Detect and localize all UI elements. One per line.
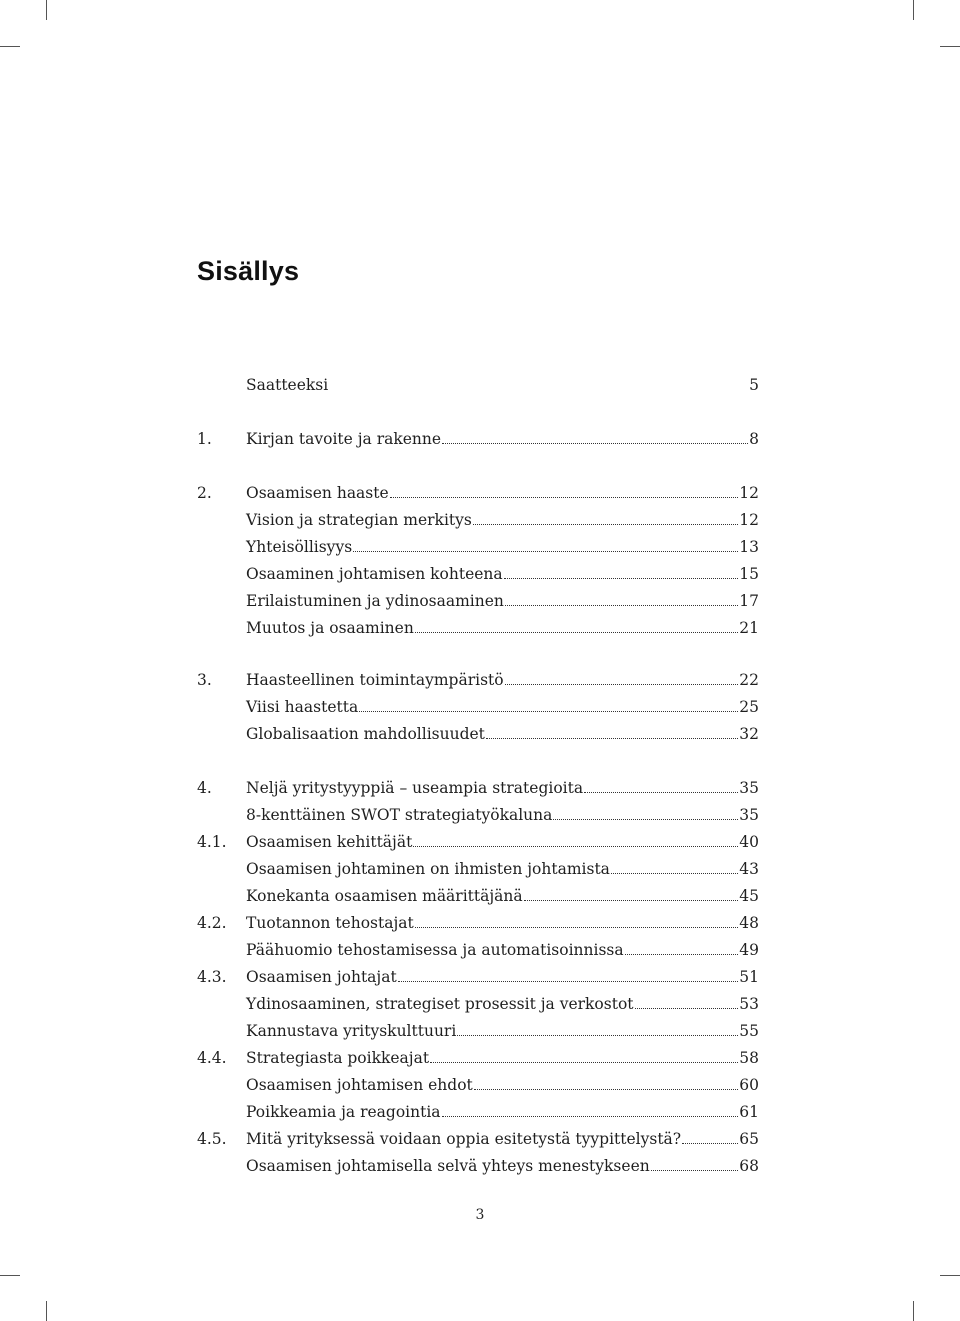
toc-title: Muutos ja osaaminen [246,619,414,637]
toc-page: 35 [739,806,759,824]
toc-title: Mitä yrityksessä voidaan oppia esitetystä tyypittelystä? [246,1130,682,1148]
toc-entry [197,615,759,637]
toc-entry [197,561,759,583]
page-number: 3 [475,1207,485,1223]
toc-entry [197,775,759,797]
toc-entry [197,667,759,689]
toc-page: 43 [739,860,759,878]
toc-page: 35 [739,779,759,797]
toc-leader [486,738,738,739]
toc-title: Yhteisöllisyys [246,538,353,556]
toc-page: 17 [739,592,759,610]
toc-leader [430,1062,738,1063]
toc-page: 49 [739,941,759,959]
toc-title: Globalisaation mahdollisuudet [246,725,485,743]
toc-page: 8 [749,430,759,448]
toc-leader [398,981,739,982]
toc-leader [625,954,739,955]
toc-page: 55 [739,1022,759,1040]
toc-entry [197,910,759,932]
toc-title: Osaamisen johtamisen ehdot [246,1076,473,1094]
crop-mark [940,1275,960,1276]
toc-title: Tuotannon tehostajat [246,914,414,932]
toc-leader [584,792,738,793]
toc-leader [504,578,739,579]
toc-entry [197,372,759,394]
toc-title: Ydinosaaminen, strategiset prosessit ja verkostot [246,995,634,1013]
toc-title: Osaamisen johtajat [246,968,397,986]
toc-entry [197,694,759,716]
toc-leader [505,684,739,685]
toc-leader [682,1143,738,1144]
toc-number: 4.3. [197,968,227,986]
toc-title: Haasteellinen toimintaympäristö [246,671,504,689]
toc-title: Strategiasta poikkeajat [246,1049,430,1067]
toc-title: Vision ja strategian merkitys [246,511,472,529]
toc-entry [197,507,759,529]
toc-leader [635,1008,739,1009]
toc-number: 4. [197,779,212,797]
toc-entry [197,480,759,502]
toc-leader [442,1116,739,1117]
toc-page: 22 [739,671,759,689]
toc-entry [197,1099,759,1121]
toc-number: 4.1. [197,833,227,851]
toc-leader [651,1170,739,1171]
toc-page: 15 [739,565,759,583]
toc-title: Viisi haastetta [246,698,359,716]
toc-title: Kannustava yrityskulttuuri [246,1022,457,1040]
toc-page: 25 [739,698,759,716]
toc-entry [197,829,759,851]
toc-entry [197,802,759,824]
toc-leader [524,900,739,901]
toc-title: Kirjan tavoite ja rakenne [246,430,442,448]
page-title: Sisällys [197,256,300,286]
toc-leader [457,1035,738,1036]
toc-title: Osaamisen kehittäjät [246,833,413,851]
toc-number: 4.4. [197,1049,227,1067]
toc-leader [359,711,738,712]
crop-mark [913,1301,914,1321]
toc-leader [353,551,738,552]
toc-entry [197,856,759,878]
toc-entry [197,883,759,905]
crop-mark [0,1275,20,1276]
toc-title: Osaamisen johtaminen on ihmisten johtamista [246,860,610,878]
toc-leader [413,846,738,847]
toc-entry [197,1018,759,1040]
toc-page: 21 [739,619,759,637]
toc-leader [505,605,738,606]
crop-mark [913,0,914,20]
toc-page: 60 [739,1076,759,1094]
toc-leader [611,873,738,874]
toc-page: 45 [739,887,759,905]
toc-page: 61 [739,1103,759,1121]
toc-page: 32 [739,725,759,743]
toc-entry [197,588,759,610]
toc-page: 5 [749,376,759,394]
toc-number: 4.2. [197,914,227,932]
toc-title: Erilaistuminen ja ydinosaaminen [246,592,504,610]
toc-entry [197,1072,759,1094]
toc-page: 48 [739,914,759,932]
toc-entry [197,937,759,959]
toc-leader [553,819,738,820]
toc-leader [442,443,748,444]
toc-title: Poikkeamia ja reagointia [246,1103,441,1121]
toc-entry [197,721,759,743]
toc-entry [197,534,759,556]
toc-page: 40 [739,833,759,851]
toc-entry [197,1153,759,1175]
crop-mark [46,1301,47,1321]
toc-page: 65 [739,1130,759,1148]
toc-page: 12 [739,484,759,502]
toc-title: 8-kenttäinen SWOT strategiatyökaluna [246,806,553,824]
crop-mark [940,46,960,47]
toc-page: 68 [739,1157,759,1175]
toc-page: 58 [739,1049,759,1067]
toc-leader [474,1089,739,1090]
toc-leader [473,524,738,525]
toc-leader [415,632,738,633]
toc-title: Osaamisen haaste [246,484,389,502]
toc-entry [197,964,759,986]
toc-entry [197,1045,759,1067]
toc-number: 2. [197,484,212,502]
crop-mark [46,0,47,20]
toc-page: 12 [739,511,759,529]
toc-title: Osaamisen johtamisella selvä yhteys menestykseen [246,1157,650,1175]
toc-number: 4.5. [197,1130,227,1148]
toc-number: 1. [197,430,212,448]
toc-entry [197,426,759,448]
toc-page: 51 [739,968,759,986]
toc-leader [390,497,739,498]
toc-page: 13 [739,538,759,556]
toc-entry [197,991,759,1013]
crop-mark [0,46,20,47]
toc-title: Osaaminen johtamisen kohteena [246,565,503,583]
toc-page: 53 [739,995,759,1013]
toc-title: Saatteeksi [246,376,329,394]
toc-title: Päähuomio tehostamisessa ja automatisoinnissa [246,941,624,959]
toc-entry [197,1126,759,1148]
toc-number: 3. [197,671,212,689]
toc-leader [415,927,739,928]
toc-title: Konekanta osaamisen määrittäjänä [246,887,523,905]
toc-title: Neljä yritystyyppiä – useampia strategioita [246,779,584,797]
